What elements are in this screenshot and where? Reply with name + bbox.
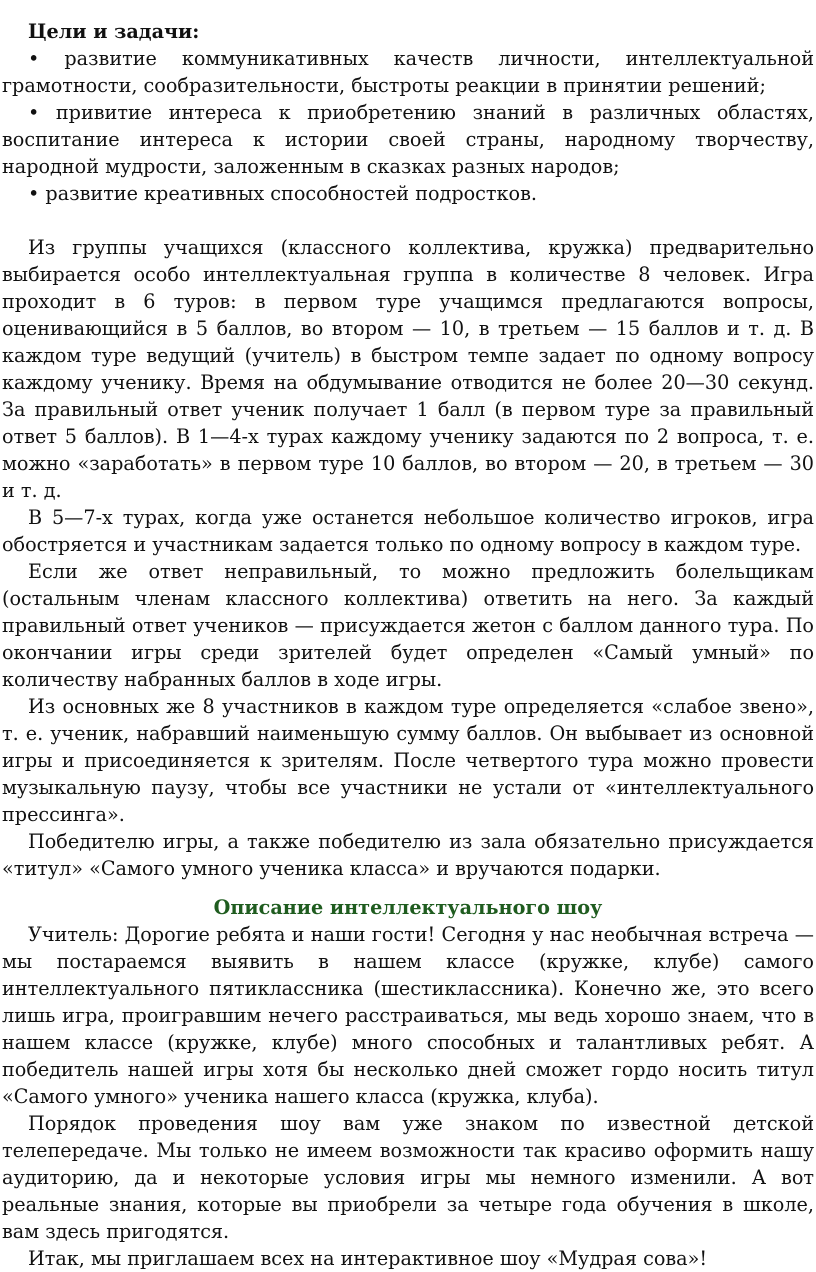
paragraph-teacher-intro: Учитель: Дорогие ребята и наши гости! Сегодня у нас необычная встреча — мы постараемся выявить в нашем классе (кружке, клубе) самого интеллектуального пятиклассника (шестиклассника). Конечно же, это всего лишь игра, проигравшим нечего расстраиваться, мы ведь хорошо знаем, что в нашем классе (кружке, клубе) много способных и талантливых ребят. А победитель нашей игры хотя бы несколько дней сможет гордо носить титул «Самого умного» ученика нашего класса (кружка, клуба).: [2, 923, 814, 1108]
paragraph-wrong-answer: Если же ответ неправильный, то можно предложить болельщикам (остальным членам классного коллектива) ответить на него. За каждый правильный ответ учеников — присуждается жетон с баллом данного тура. По окончании игры среди зрителей будет определен «Самый умный» по количеству набранных баллов в ходе игры.: [2, 560, 814, 691]
paragraph-final-rounds: В 5—7-х турах, когда уже останется небольшое количество игроков, игра обостряется и участникам задается только по одному вопросу в каждом туре.: [2, 506, 814, 556]
goal-bullet-1: • развитие коммуникативных качеств личности, интеллектуальной грамотности, сообразительности, быстроты реакции в принятии решений;: [2, 47, 814, 97]
goal-bullet-2: • привитие интереса к приобретению знаний в различных областях, воспитание интереса к истории своей страны, народному творчеству, народной мудрости, заложенным в сказках разных народов;: [2, 101, 814, 178]
blank-line: [2, 207, 814, 234]
document-page: [0, 18, 816, 1272]
section-title: Описание интеллектуального шоу: [213, 896, 603, 919]
paragraph-weak-link: Из основных же 8 участников в каждом туре определяется «слабое звено», т. е. ученик, набравший наименьшую сумму баллов. Он выбывает из основной игры и присоединяется к зрителям. После четвертого тура можно провести музыкальную паузу, чтобы все участники не устали от «интеллектуального прессинга».: [2, 695, 814, 826]
goal-bullet-3: • развитие креативных способностей подростков.: [28, 182, 537, 205]
paragraph-game-rules: Из группы учащихся (классного коллектива, кружка) предварительно выбирается особо интеллектуальная группа в количестве 8 человек. Игра проходит в 6 туров: в первом туре учащимся предлагаются вопросы, оценивающийся в 5 баллов, во втором — 10, в третьем — 15 баллов и т. д. В каждом туре ведущий (учитель) в быстром темпе задает по одному вопросу каждому ученику. Время на обдумывание отводится не более 20—30 секунд. За правильный ответ ученик получает 1 балл (в первом туре за правильный ответ 5 баллов). В 1—4-х турах каждому ученику задаются по 2 вопроса, т. е. можно «заработать» в первом туре 10 баллов, во втором — 20, в третьем — 30 и т. д.: [2, 236, 814, 502]
paragraph-invitation: Итак, мы приглашаем всех на интерактивное шоу «Мудрая сова»!: [28, 1247, 708, 1270]
paragraph-show-order: Порядок проведения шоу вам уже знаком по известной детской телепередаче. Мы только не имеем возможности так красиво оформить нашу аудиторию, да и некоторые условия игры мы немного изменили. А вот реальные знания, которые вы приобрели за четыре года обучения в школе, вам здесь пригодятся.: [2, 1112, 814, 1243]
paragraph-winner: Победителю игры, а также победителю из зала обязательно присуждается «титул» «Самого умного ученика класса» и вручаются подарки.: [2, 830, 814, 880]
goals-heading: Цели и задачи:: [28, 20, 200, 43]
